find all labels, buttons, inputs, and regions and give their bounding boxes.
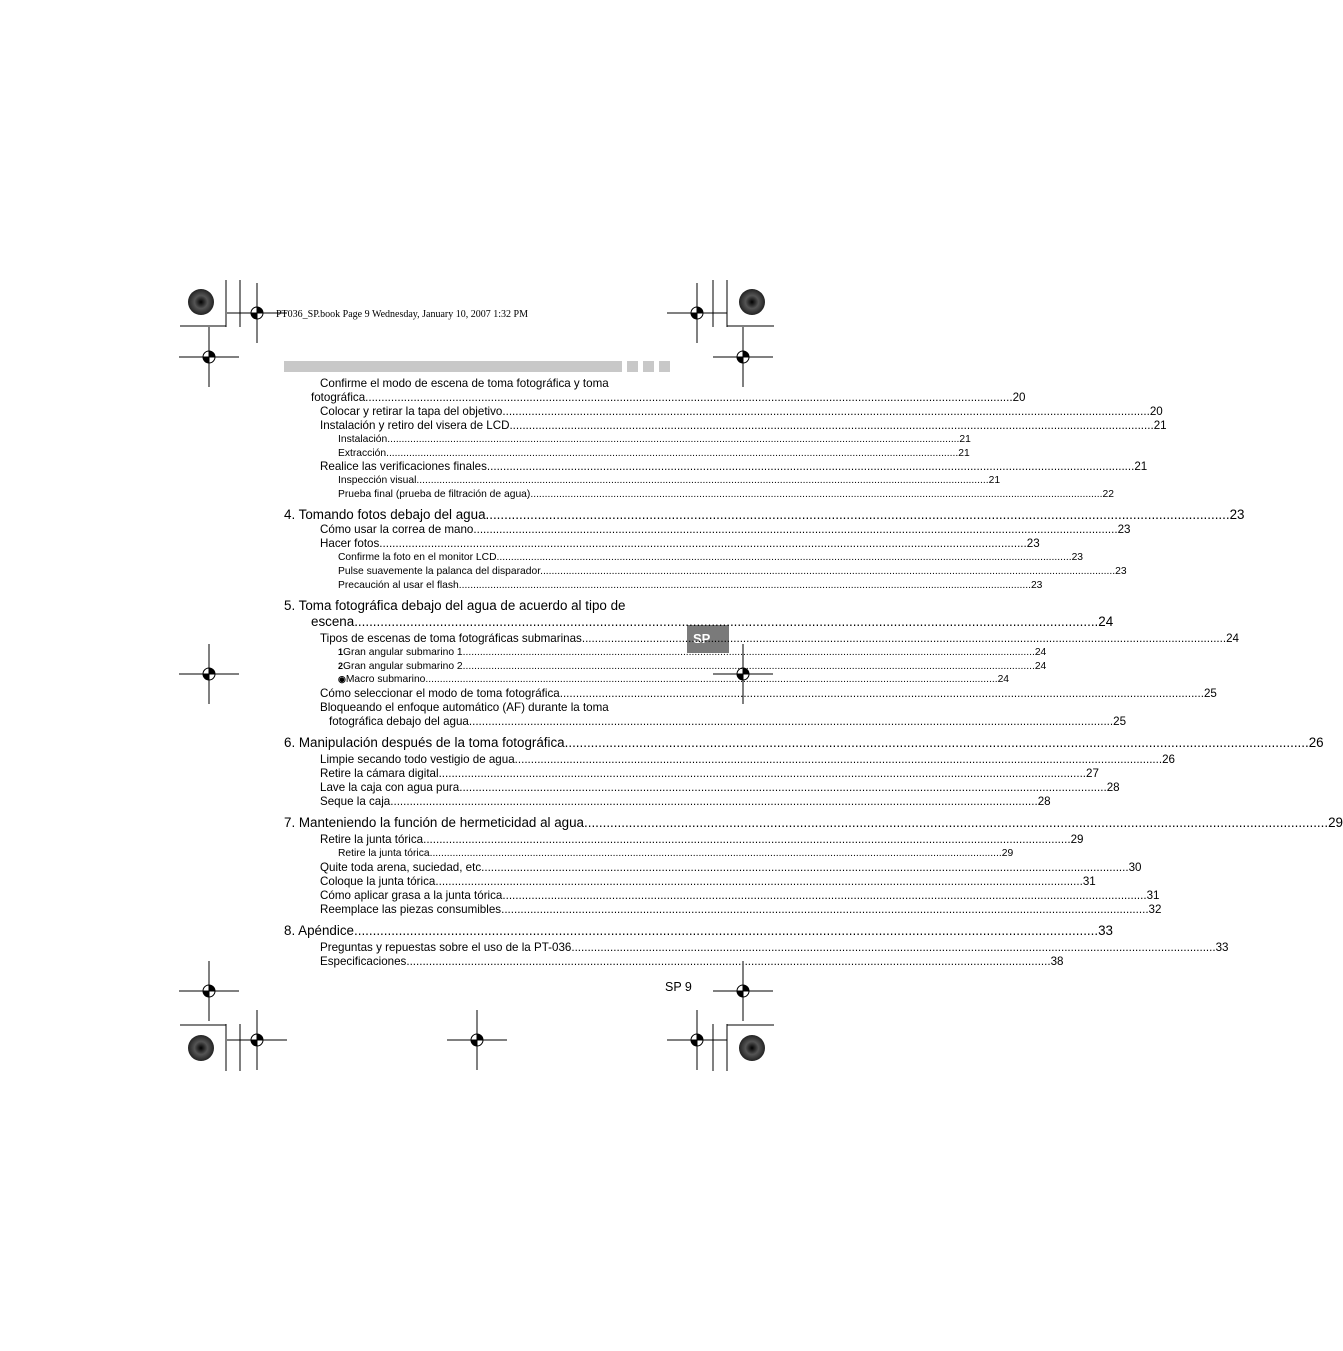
toc-entry[interactable]: Cómo seleccionar el modo de toma fotográfica ..... 25 bbox=[284, 687, 668, 701]
toc-entry[interactable]: Confirme la foto en el monitor LCD. ..... 23 bbox=[284, 551, 668, 565]
toc-chapter[interactable]: 7. Manteniendo la función de hermeticidad al agua ..... 29 bbox=[284, 815, 668, 831]
underwater-wide-icon: 1 bbox=[338, 647, 344, 658]
toc-chapter[interactable]: escena ..... 24 bbox=[284, 614, 668, 630]
toc-chapter[interactable]: 4. Tomando fotos debajo del agua ..... 23 bbox=[284, 507, 668, 523]
gray-square bbox=[643, 361, 654, 372]
star-target-icon bbox=[739, 289, 765, 315]
toc-entry[interactable]: Precaución al usar el flash ..... 23 bbox=[284, 579, 668, 593]
toc-entry[interactable]: fotográfica. ..... 20 bbox=[284, 391, 668, 405]
toc-entry[interactable]: Extracción ..... 21 bbox=[284, 447, 668, 461]
toc-entry[interactable]: Hacer fotos. ..... 23 bbox=[284, 537, 668, 551]
toc-entry[interactable]: Cómo usar la correa de mano ..... 23 bbox=[284, 523, 668, 537]
toc-entry: Confirme el modo de escena de toma fotográfica y toma bbox=[320, 377, 609, 390]
toc-entry[interactable]: 1 Gran angular submarino 1 ..... 24 bbox=[284, 646, 668, 660]
gray-square bbox=[627, 361, 638, 372]
toc-chapter[interactable]: 8. Apéndice ..... 33 bbox=[284, 923, 668, 939]
toc-entry[interactable]: fotográfica debajo del agua ..... 25 bbox=[284, 715, 668, 729]
page-number: SP 9 bbox=[665, 980, 692, 994]
toc-entry[interactable]: Lave la caja con agua pura. ..... 28 bbox=[284, 781, 668, 795]
table-of-contents bbox=[284, 377, 1343, 969]
toc-entry[interactable]: Colocar y retirar la tapa del objetivo. ..... 20 bbox=[284, 405, 668, 419]
language-tab: SP bbox=[687, 625, 729, 653]
top-gray-bar bbox=[284, 361, 622, 372]
toc-entry[interactable]: Instalación ..... 21 bbox=[284, 433, 668, 447]
gray-square bbox=[659, 361, 670, 372]
toc-entry[interactable]: Reemplace las piezas consumibles. ..... 32 bbox=[284, 903, 668, 917]
toc-entry[interactable]: Coloque la junta tórica. ..... 31 bbox=[284, 875, 668, 889]
toc-entry[interactable]: Retire la junta tórica. ..... 29 bbox=[284, 833, 668, 847]
toc-entry[interactable]: Retire la cámara digital. ..... 27 bbox=[284, 767, 668, 781]
toc-entry[interactable]: Seque la caja. ..... 28 bbox=[284, 795, 668, 809]
toc-entry[interactable]: ◉ Macro submarino ..... 24 bbox=[284, 673, 668, 687]
toc-entry[interactable]: Prueba final (prueba de filtración de agua) ..... 22 bbox=[284, 488, 668, 502]
toc-entry[interactable]: Instalación y retiro del visera de LCD ..... 21 bbox=[284, 419, 668, 433]
star-target-icon bbox=[188, 289, 214, 315]
toc-chapter[interactable]: 6. Manipulación después de la toma fotográfica ..... 26 bbox=[284, 735, 668, 751]
toc-entry[interactable]: Cómo aplicar grasa a la junta tórica ..... 31 bbox=[284, 889, 668, 903]
toc-chapter[interactable]: 5. Toma fotográfica debajo del agua de acuerdo al tipo de bbox=[284, 598, 626, 614]
toc-entry: Bloqueando el enfoque automático (AF) durante la toma bbox=[320, 700, 609, 714]
toc-entry[interactable]: Pulse suavemente la palanca del disparador. ..... 23 bbox=[284, 565, 668, 579]
star-target-icon bbox=[739, 1035, 765, 1061]
toc-entry[interactable]: Limpie secando todo vestigio de agua. ..... 26 bbox=[284, 753, 668, 767]
underwater-wide-icon: 2 bbox=[338, 660, 344, 671]
toc-entry[interactable]: Inspección visual ..... 21 bbox=[284, 474, 668, 488]
toc-entry[interactable]: Tipos de escenas de toma fotográficas submarinas ..... 24 bbox=[284, 632, 668, 646]
toc-entry[interactable]: Realice las verificaciones finales. ..... 21 bbox=[284, 460, 668, 474]
toc-entry[interactable]: Especificaciones ..... 38 bbox=[284, 955, 668, 969]
toc-entry[interactable]: Preguntas y repuestas sobre el uso de la PT-036 ..... 33 bbox=[284, 941, 668, 955]
star-target-icon bbox=[188, 1035, 214, 1061]
toc-entry[interactable]: Retire la junta tórica ..... 29 bbox=[284, 847, 668, 861]
toc-entry[interactable]: 2 Gran angular submarino 2 ..... 24 bbox=[284, 660, 668, 674]
underwater-macro-icon: ◉ bbox=[338, 674, 346, 685]
book-header-line: PT036_SP.book Page 9 Wednesday, January 10, 2007 1:32 PM bbox=[276, 309, 528, 320]
toc-entry[interactable]: Quite toda arena, suciedad, etc. ..... 30 bbox=[284, 861, 668, 875]
